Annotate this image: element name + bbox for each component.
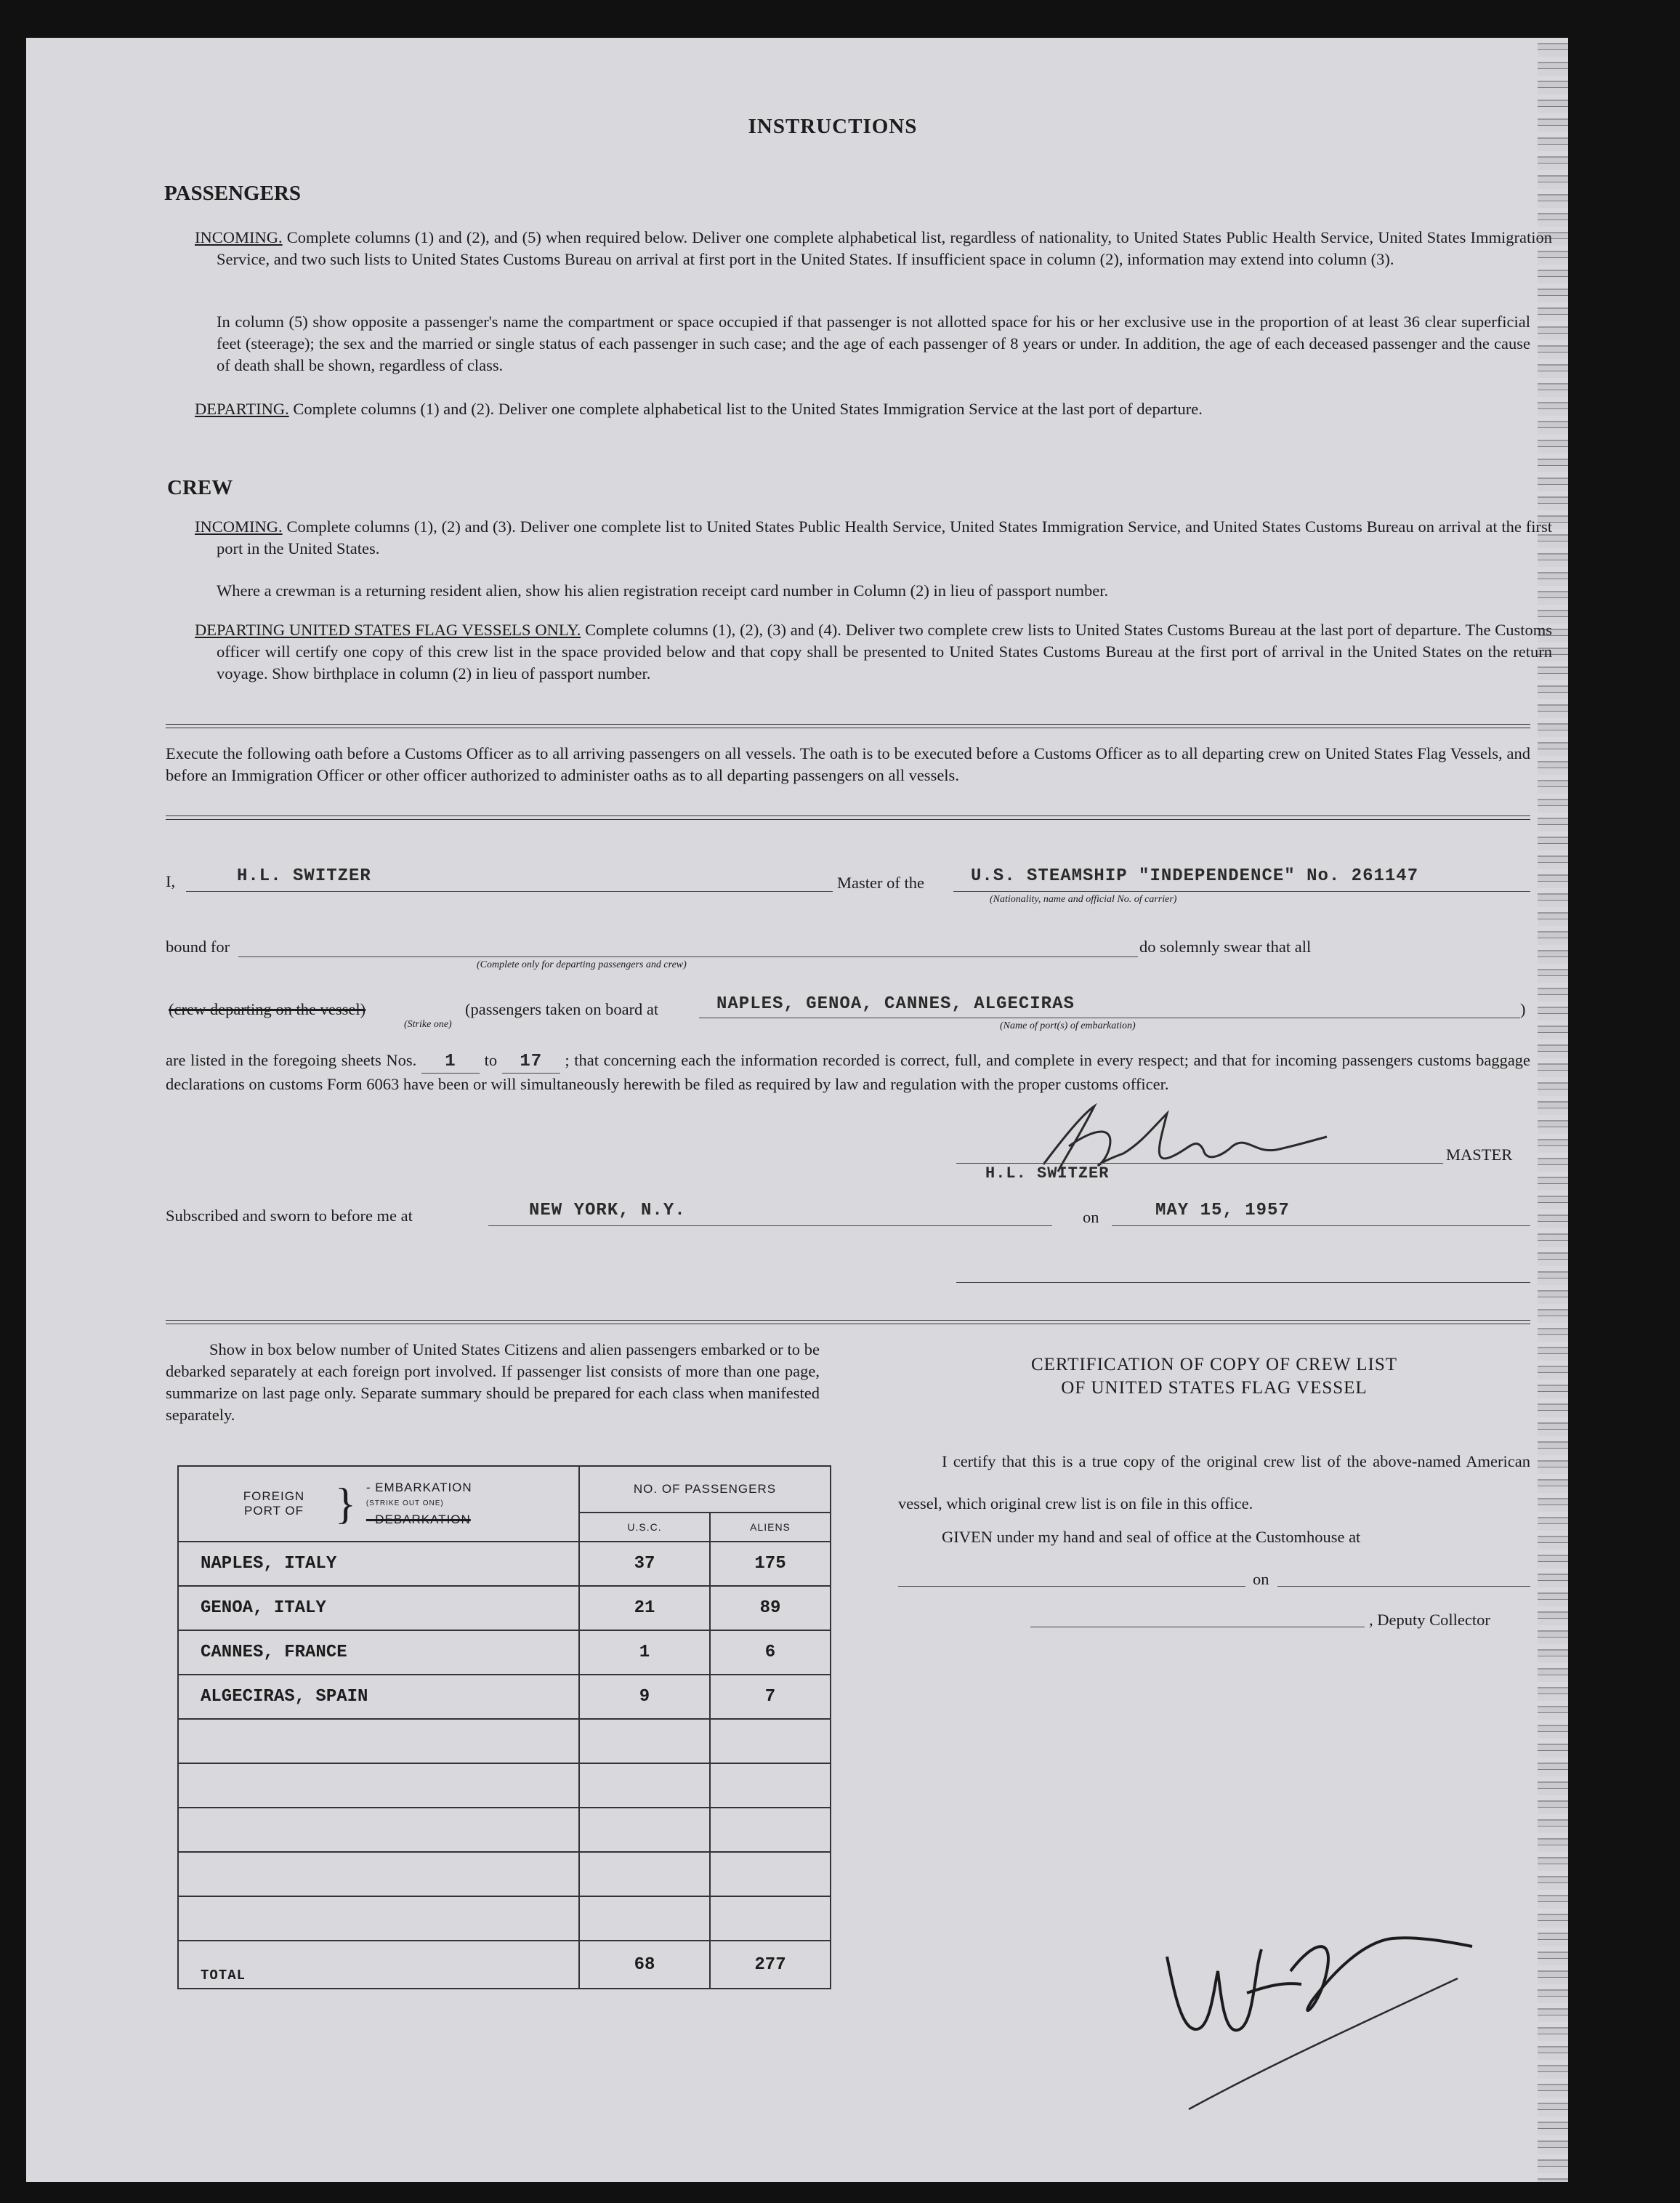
certification-title-line2: OF UNITED STATES FLAG VESSEL bbox=[1061, 1378, 1368, 1398]
no-passengers-header: NO. OF PASSENGERS bbox=[579, 1466, 831, 1513]
certify-text: I certify that this is a true copy of the original crew list of the above-named American vessel, which original crew list is on file in this office. bbox=[898, 1452, 1530, 1513]
table-row bbox=[178, 1630, 831, 1675]
passengers-incoming-text: Complete columns (1) and (2), and (5) when required below. Deliver one complete alphabetical list, regardless of nationality, to United States Public Health Service, United States Immigration Service, and two such lists to United States Customs Bureau on arrival at first port in the United States. If insufficient space in column (2), information may extend into column (3). bbox=[217, 228, 1553, 268]
crew-heading: CREW bbox=[167, 476, 233, 499]
port-cell: NAPLES, ITALY bbox=[178, 1542, 579, 1586]
crew-incoming-text: Complete columns (1), (2) and (3). Deliver one complete list to United States Public Health Service, United States Immigration Service, and United States Customs Bureau on arrival at the first port in the United States. bbox=[217, 517, 1552, 557]
crew-departing bbox=[195, 619, 1552, 685]
aliens-header: ALIENS bbox=[710, 1513, 831, 1542]
vessel-line bbox=[953, 891, 1530, 892]
passenger-summary-table bbox=[177, 1465, 831, 1989]
master-name: H.L. SWITZER bbox=[237, 866, 371, 886]
usc-cell: 9 bbox=[579, 1675, 710, 1719]
usc-cell: 1 bbox=[579, 1630, 710, 1675]
debarkation-label: - DEBARKATION bbox=[366, 1513, 471, 1526]
cert-date-line bbox=[1277, 1586, 1530, 1587]
bound-for-caption: (Complete only for departing passengers and crew) bbox=[477, 959, 687, 970]
empty-row bbox=[178, 1763, 831, 1808]
aliens-cell: 175 bbox=[710, 1542, 831, 1586]
usc-cell: 37 bbox=[579, 1542, 710, 1586]
port-cell: ALGECIRAS, SPAIN bbox=[178, 1675, 579, 1719]
strike-caption: (Strike one) bbox=[404, 1019, 452, 1030]
usc-cell: 21 bbox=[579, 1586, 710, 1630]
subscribed-label: Subscribed and sworn to before me at bbox=[166, 1207, 413, 1225]
document-page bbox=[26, 38, 1568, 2182]
empty-row bbox=[178, 1719, 831, 1763]
master-of-label: Master of the bbox=[837, 874, 924, 892]
port-cell: GENOA, ITALY bbox=[178, 1586, 579, 1630]
cert-on-label: on bbox=[1253, 1570, 1269, 1588]
sworn-on-label: on bbox=[1083, 1208, 1099, 1226]
vessel-caption: (Nationality, name and official No. of carrier) bbox=[990, 894, 1177, 905]
sworn-place-line bbox=[488, 1225, 1052, 1226]
crew-struck-text: (crew departing on the vessel) bbox=[169, 1000, 366, 1018]
summary-instructions: Show in box below number of United States Citizens and alien passengers embarked or to be debarked separately at each foreign port involved. If passenger list consists of more than one page, summarize on last page only. Separate summary should be prepared for each class when manifested separately. bbox=[166, 1340, 820, 1424]
foreign-port-header: FOREIGN PORT OF bbox=[243, 1489, 305, 1518]
customhouse-line bbox=[898, 1586, 1245, 1587]
master-name-line bbox=[186, 891, 833, 892]
handwritten-initials bbox=[1145, 1884, 1494, 2124]
passengers-departing bbox=[195, 398, 1552, 420]
table-row bbox=[178, 1586, 831, 1630]
crew-departing-label: DEPARTING UNITED STATES FLAG VESSELS ONLY. bbox=[195, 621, 581, 639]
total-aliens: 277 bbox=[710, 1941, 831, 1989]
empty-row bbox=[178, 1852, 831, 1896]
empty-row bbox=[178, 1808, 831, 1852]
bound-for-label: bound for bbox=[166, 938, 230, 956]
divider bbox=[166, 815, 1530, 820]
ports-caption: (Name of port(s) of embarkation) bbox=[1000, 1020, 1136, 1031]
table-row bbox=[178, 1542, 831, 1586]
total-label: TOTAL bbox=[178, 1941, 579, 1989]
divider bbox=[166, 1320, 1530, 1324]
aliens-cell: 7 bbox=[710, 1675, 831, 1719]
crew-departing-text: Complete columns (1), (2), (3) and (4). Deliver two complete crew lists to United States Customs Bureau at the last port of departure. The Customs officer will certify one copy of this crew list in the space provided below and that copy shall be presented to United States Customs Bureau at the first port of arrival in the United States on the return voyage. Show birthplace in column (2) in lieu of passport number. bbox=[217, 621, 1552, 682]
deputy-collector-label: , Deputy Collector bbox=[1369, 1611, 1490, 1629]
aliens-cell: 6 bbox=[710, 1630, 831, 1675]
embarkation-label: - EMBARKATION bbox=[366, 1481, 472, 1494]
master-label: MASTER bbox=[1446, 1145, 1513, 1164]
passengers-departing-label: DEPARTING. bbox=[195, 400, 289, 418]
empty-row bbox=[178, 1896, 831, 1941]
officer-signature-line bbox=[956, 1282, 1530, 1283]
signature-line bbox=[956, 1163, 1443, 1164]
passengers-heading: PASSENGERS bbox=[164, 182, 302, 205]
crew-incoming bbox=[195, 516, 1552, 560]
sworn-place: NEW YORK, N.Y. bbox=[529, 1201, 686, 1220]
foreign-port-header-cell bbox=[178, 1466, 579, 1542]
certification-title-line1: CERTIFICATION OF COPY OF CREW LIST bbox=[1030, 1355, 1398, 1374]
passengers-taken-label: (passengers taken on board at bbox=[465, 1000, 659, 1018]
vessel-name: U.S. STEAMSHIP "INDEPENDENCE" No. 261147 bbox=[971, 866, 1419, 886]
aliens-cell: 89 bbox=[710, 1586, 831, 1630]
sheet-from: 1 bbox=[421, 1051, 480, 1074]
brace: } bbox=[335, 1480, 356, 1528]
crew-resident-text: Where a crewman is a returning resident alien, show his alien registration receipt card number in Column (2) in lieu of passport number. bbox=[217, 581, 1109, 600]
scanned-page-edge bbox=[1538, 38, 1568, 2182]
certification-title bbox=[898, 1353, 1530, 1400]
passengers-departing-text: Complete columns (1) and (2). Deliver one complete alphabetical list to the United States Immigration Service at the last port of departure. bbox=[293, 400, 1203, 418]
table-row bbox=[178, 1675, 831, 1719]
page-title: INSTRUCTIONS bbox=[748, 115, 918, 138]
total-row bbox=[178, 1941, 831, 1989]
statement-text: ; that concerning each the information recorded is correct, full, and complete in every respect; and that for incoming passengers customs baggage declarations on customs Form 6063 have been or will simultaneously herewith be filed as required by law and regulation with the proper customs officer. bbox=[166, 1051, 1531, 1093]
sheet-to: 17 bbox=[502, 1051, 560, 1074]
sworn-date: MAY 15, 1957 bbox=[1155, 1201, 1290, 1220]
given-text: GIVEN under my hand and seal of office at the Customhouse at bbox=[942, 1528, 1361, 1546]
oath-i-label: I, bbox=[166, 872, 176, 890]
total-usc: 68 bbox=[579, 1941, 710, 1989]
sworn-date-line bbox=[1112, 1225, 1530, 1226]
strike-out-note: (STRIKE OUT ONE) bbox=[366, 1499, 444, 1507]
embarkation-ports: NAPLES, GENOA, CANNES, ALGECIRAS bbox=[716, 994, 1075, 1014]
port-cell: CANNES, FRANCE bbox=[178, 1630, 579, 1675]
usc-header: U.S.C. bbox=[579, 1513, 710, 1542]
passengers-column5-text: In column (5) show opposite a passenger's name the compartment or space occupied if that passenger is not allotted space for his or her exclusive use in the proportion of at least 36 clear superficial feet (steerage); the sex and the married or single status of each passenger in such case; and the age of each passenger of 8 years or under. In addition, the age of each deceased passenger and the cause of death shall be shown, regardless of class. bbox=[217, 313, 1530, 374]
passengers-incoming bbox=[195, 227, 1552, 270]
to-label: to bbox=[484, 1051, 498, 1069]
swear-text: do solemnly swear that all bbox=[1139, 938, 1312, 956]
ports-close-paren: ) bbox=[1520, 1000, 1526, 1018]
sheets-label: are listed in the foregoing sheets Nos. bbox=[166, 1051, 417, 1069]
oath-instructions: Execute the following oath before a Customs Officer as to all arriving passengers on all vessels. The oath is to be executed before a Customs Officer as to all departing crew on United States Flag Vessels, and before an Immigration Officer or other officer authorized to administer oaths as to all departing passengers on all vessels. bbox=[166, 744, 1530, 784]
bound-for-line bbox=[238, 956, 1138, 957]
crew-incoming-label: INCOMING. bbox=[195, 517, 283, 536]
passengers-incoming-label: INCOMING. bbox=[195, 228, 283, 246]
divider bbox=[166, 724, 1530, 728]
signature-typed-name: H.L. SWITZER bbox=[985, 1164, 1110, 1183]
